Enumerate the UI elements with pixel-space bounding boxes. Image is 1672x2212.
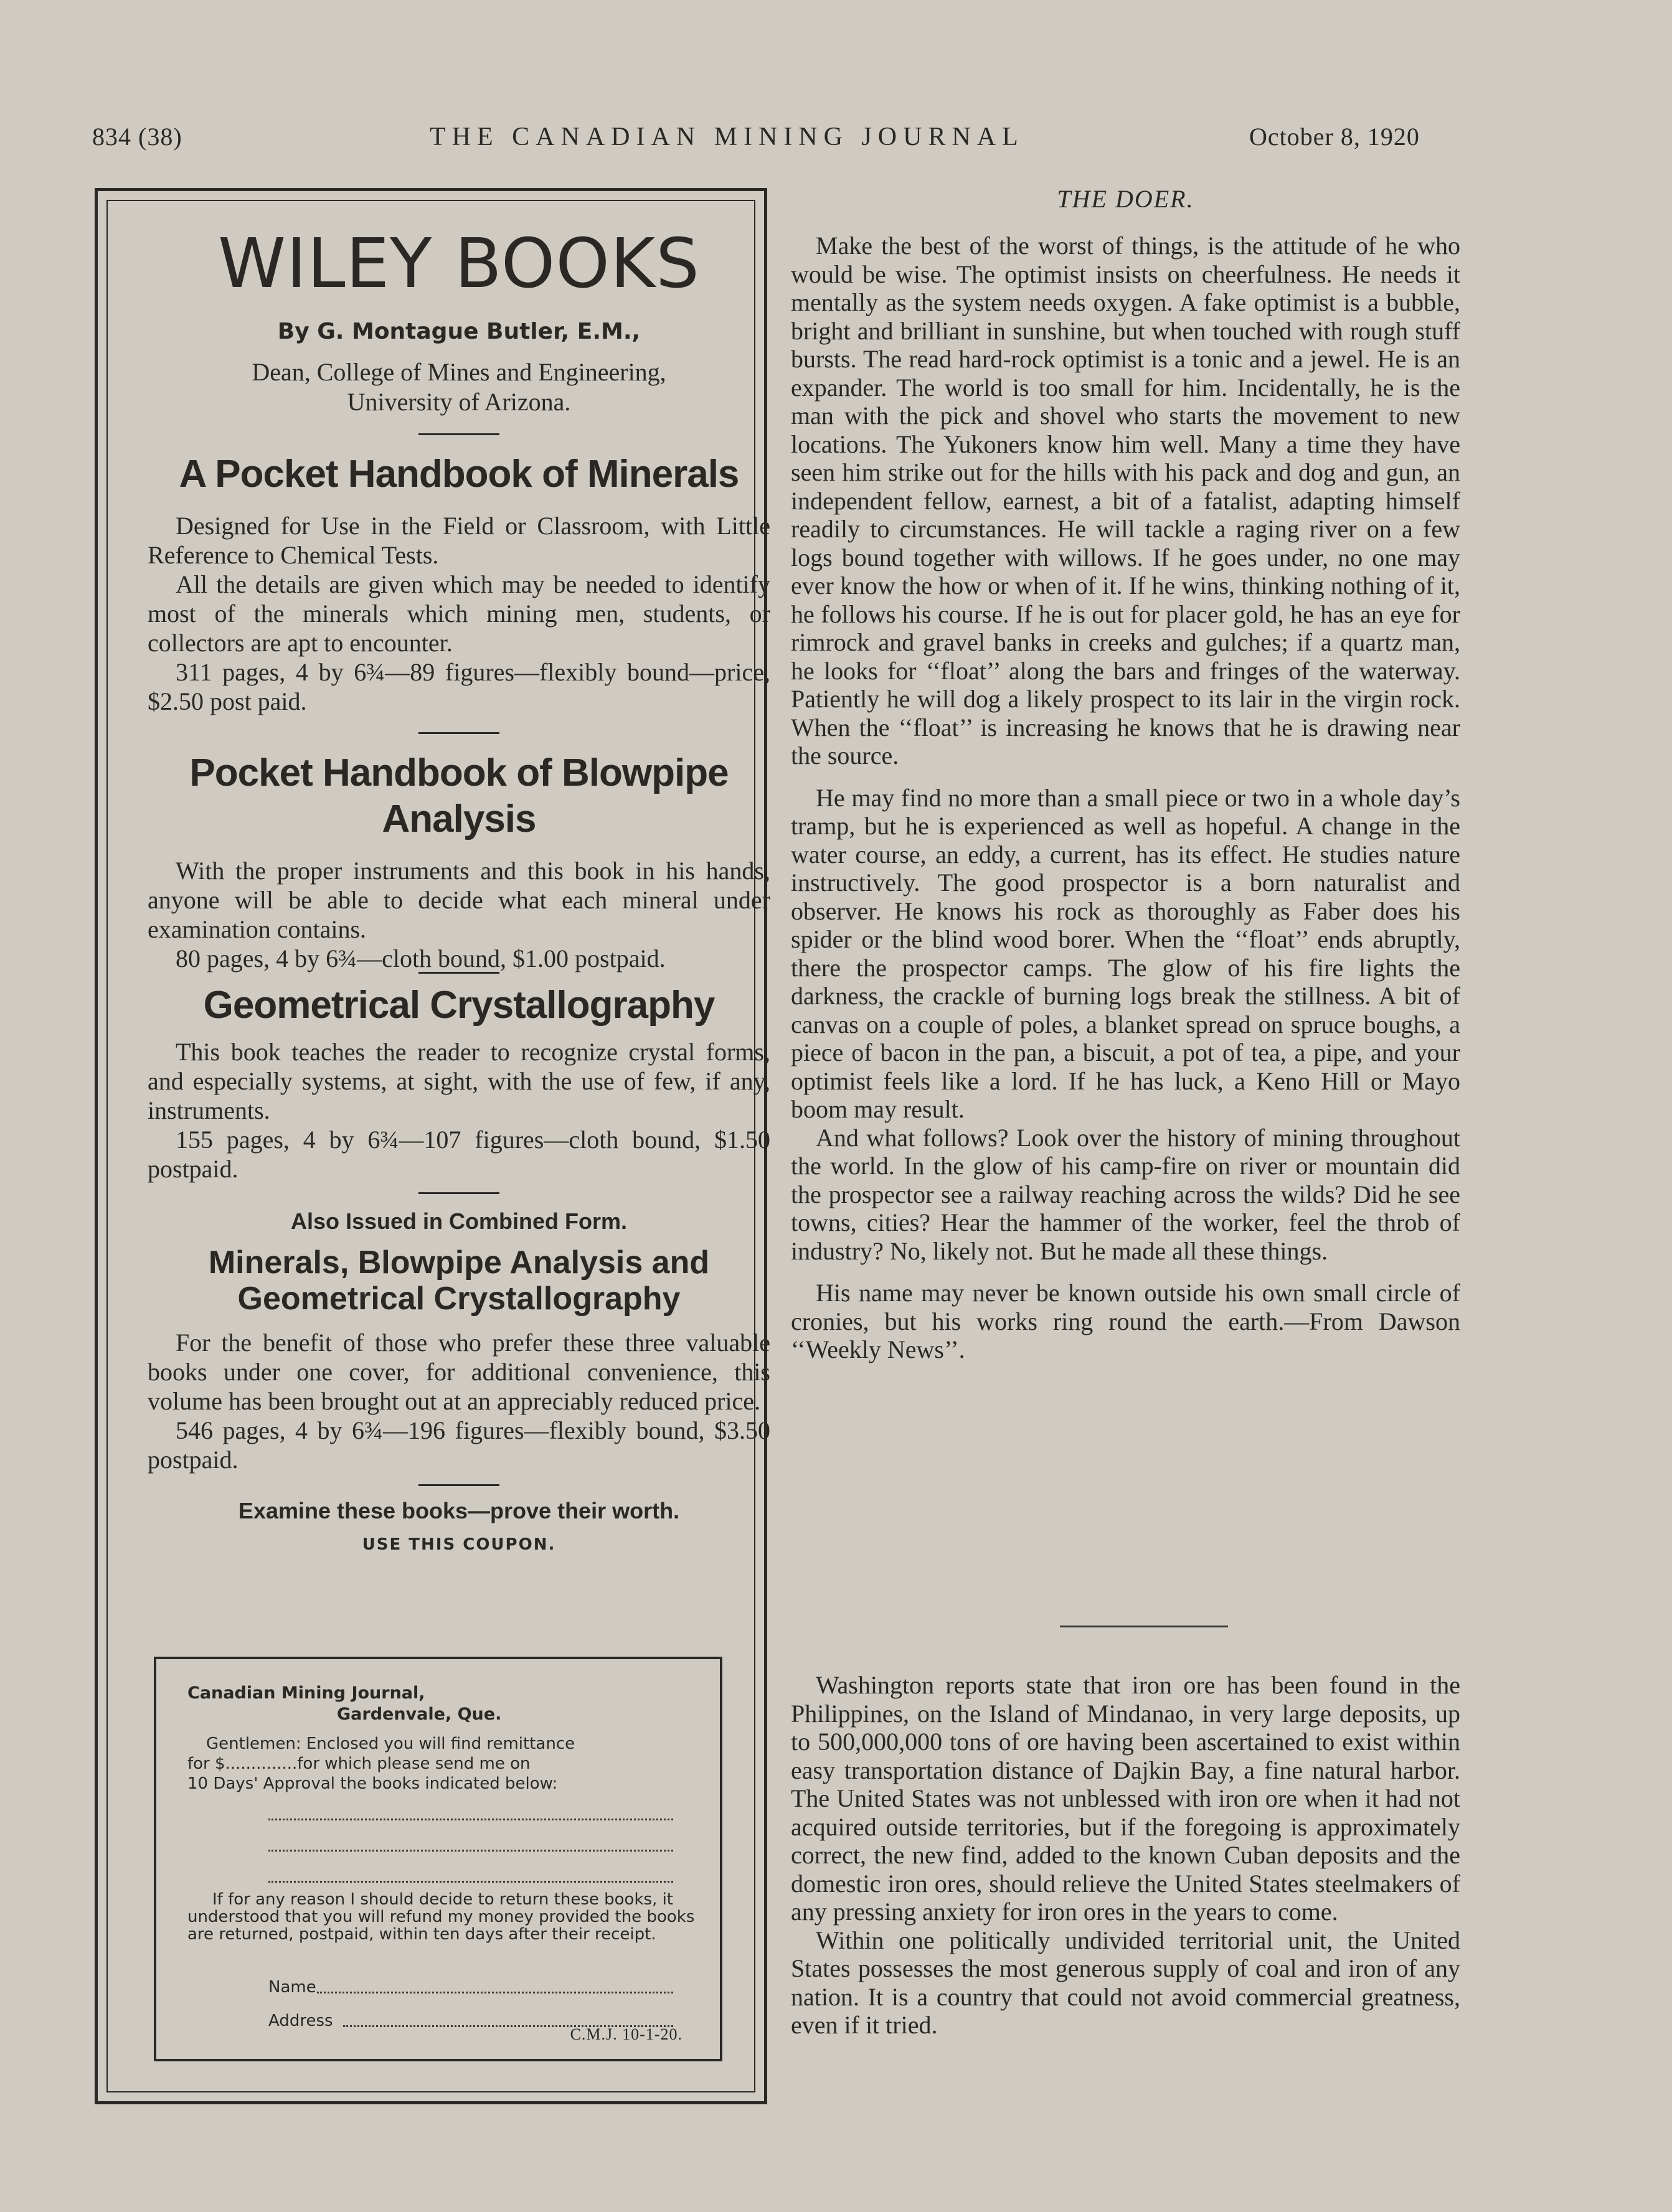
book-desc: This book teaches the reader to recognize crystal forms, and especially systems, at sight, with the use of few, if any, instruments. bbox=[148, 1038, 770, 1124]
coupon-name-label: Name bbox=[268, 1978, 316, 1997]
issue-date: October 8, 1920 bbox=[1249, 123, 1420, 151]
article-title: THE DOER. bbox=[1057, 185, 1194, 213]
ad-brand-title: WILEY BOOKS bbox=[218, 224, 700, 303]
coupon-place: Gardenvale, Que. bbox=[337, 1705, 502, 1724]
ad-affiliation-line-1: Dean, College of Mines and Engineering, bbox=[252, 358, 666, 386]
book-title-line: Analysis bbox=[382, 798, 536, 840]
ad-affiliation bbox=[148, 357, 770, 417]
combined-desc: For the benefit of those who prefer these three valuable books under one cover, for additional convenience, this volume has been brought out at an appreciably reduced price. bbox=[148, 1329, 770, 1415]
book-desc: Designed for Use in the Field or Classroom, with Little Reference to Chemical Tests. bbox=[148, 512, 770, 569]
use-coupon-label: USE THIS COUPON. bbox=[362, 1535, 556, 1554]
coupon-book-line[interactable] bbox=[268, 1881, 673, 1883]
page-number: 834 (38) bbox=[92, 123, 182, 151]
ad-divider bbox=[418, 732, 499, 734]
article-paragraph: Make the best of the worst of things, is the attitude of he who would be wise. The optimist insists on cheerfulness. He needs it mentally as the system needs oxygen. A fake optimist is a bubble, bright and brilliant in sunshine, but when touched with rough stuff bursts. The read hard-rock optimist is a tonic and a jewel. He is an expander. The world is too small for him. Incidentally, he is the man with the pick and shovel who starts the movement to new locations. The Yukoners know him well. Many a time they have seen him strike out for the hills with his pack and dog and gun, an independent fellow, earnest, a bit of a fatalist, adapting himself readily to circumstances. He will tackle a raging river on a few logs bound together with willows. If he goes under, no one may ever know the how or when of it. If he wins, thinking nothing of it, he follows his course. If he is out for placer gold, he has an eye for rimrock and gravel banks in creeks and gulches; if a quartz man, he looks for ‘‘float’’ along the bars and fringes of the waterway. Patiently he will dog a likely prospect to its lair in the virgin rock. When the ‘‘float’’ is increasing he knows that he is drawing near the source. bbox=[791, 232, 1460, 769]
article-divider bbox=[1060, 1626, 1228, 1627]
book-desc: With the proper instruments and this book in his hands, anyone will be able to decide what each mineral under examination contains. bbox=[148, 857, 770, 943]
coupon-address-label: Address bbox=[268, 2012, 333, 2030]
also-issued-label: Also Issued in Combined Form. bbox=[290, 1208, 628, 1234]
news-item bbox=[791, 1671, 1460, 2040]
article-body bbox=[791, 232, 1460, 1364]
book-title-crystallography: Geometrical Crystallography bbox=[203, 984, 715, 1027]
coupon-journal: Canadian Mining Journal, bbox=[187, 1683, 425, 1703]
combined-title-line: Minerals, Blowpipe Analysis and bbox=[208, 1245, 710, 1281]
article-paragraph: He may find no more than a small piece or two in a whole day’s tramp, but he is experienced as well as hopeful. A change in the water course, an eddy, a current, has its effect. He studies nature instructively. The good prospector is a born naturalist and observer. He knows his rock as thoroughly as Faber does his spider or the blind wood borer. When the ‘‘float’’ ends abruptly, there the prospector camps. The glow of his fire lights the darkness, the crackle of burning logs break the stillness. A bit of canvas on a couple of poles, a blanket spread on spruce boughs, a piece of bacon in the pan, a biscuit, a pot of tea, a pipe, and your optimist feels like a lord. If he has luck, a Keno Hill or Mayo boom may result. bbox=[791, 783, 1460, 1123]
book-desc: All the details are given which may be needed to identify most of the minerals which mining men, students, or collectors are apt to encounter. bbox=[148, 570, 770, 657]
news-paragraph: Within one politically undivided territorial unit, the United States possesses the most generous supply of coal and iron of any nation. It is a country that could not avoid commercial greatness, even if it tried. bbox=[791, 1926, 1460, 2039]
ad-divider bbox=[418, 433, 499, 435]
book-specs: 311 pages, 4 by 6¾—89 figures—flexibly bound—price, $2.50 post paid. bbox=[148, 658, 770, 715]
combined-title-line: Geometrical Crystallography bbox=[237, 1281, 681, 1317]
book-title-blowpipe bbox=[148, 750, 770, 842]
coupon-code: C.M.J. 10-1-20. bbox=[570, 2025, 682, 2043]
wiley-books-advertisement bbox=[95, 188, 770, 2104]
article-paragraph: His name may never be known outside his own small circle of cronies, but his works ring round the earth.—From Dawson ‘‘Weekly News’’. bbox=[791, 1279, 1460, 1363]
ad-divider bbox=[418, 1192, 499, 1194]
coupon-book-line[interactable] bbox=[268, 1850, 673, 1852]
book-title-minerals: A Pocket Handbook of Minerals bbox=[179, 453, 739, 496]
coupon-line: Gentlemen: Enclosed you will find remittance bbox=[206, 1734, 575, 1753]
news-paragraph: Washington reports state that iron ore has been found in the Philippines, on the Island of Mindanao, in very large deposits, up to 500,000,000 tons of ore having been ascertained to exist within easy transportation distance of Dajkin Bay, a fine natural harbor. The United States was not unblessed with iron ore when it had not acquired outside territories, but if the foregoing is approximately correct, the new find, added to the known Cuban deposits and the domestic iron ores, should relieve the United States steelmakers of any pressing anxiety for iron ores in the years to come. bbox=[791, 1671, 1460, 1926]
coupon-book-line[interactable] bbox=[268, 1819, 673, 1820]
combined-specs: 546 pages, 4 by 6¾—196 figures—flexibly bound, $3.50 postpaid. bbox=[148, 1416, 770, 1474]
coupon-line: 10 Days' Approval the books indicated below: bbox=[187, 1774, 558, 1793]
examine-slogan: Examine these books—prove their worth. bbox=[238, 1498, 680, 1523]
article-paragraph: And what follows? Look over the history of mining throughout the world. In the glow of his camp-fire on river or mountain did the prospector see a railway reaching across the wilds? Did he see towns, cities? Hear the hammer of the worker, feel the throb of industry? No, likely not. But he made all these things. bbox=[791, 1123, 1460, 1265]
combined-book-title bbox=[148, 1245, 770, 1317]
coupon-body bbox=[187, 1734, 698, 1794]
order-coupon[interactable] bbox=[154, 1657, 722, 2061]
coupon-return-terms: If for any reason I should decide to return these books, it understood that you will refund my money provided the books are returned, postpaid, within ten days after their receipt. bbox=[187, 1890, 695, 1944]
book-specs: 80 pages, 4 by 6¾—cloth bound, $1.00 postpaid. bbox=[176, 944, 666, 972]
book-specs: 155 pages, 4 by 6¾—107 figures—cloth bound, $1.50 postpaid. bbox=[148, 1126, 770, 1183]
ad-divider bbox=[418, 1484, 499, 1486]
ad-affiliation-line-2: University of Arizona. bbox=[347, 388, 571, 416]
coupon-name-field[interactable] bbox=[317, 1992, 673, 1993]
ad-content bbox=[148, 191, 770, 1560]
journal-title: THE CANADIAN MINING JOURNAL bbox=[430, 123, 1024, 151]
book-title-line: Pocket Handbook of Blowpipe bbox=[189, 751, 729, 794]
ad-author: By G. Montague Butler, E.M., bbox=[277, 319, 641, 344]
coupon-line: for $..............for which please send me on bbox=[187, 1754, 531, 1773]
